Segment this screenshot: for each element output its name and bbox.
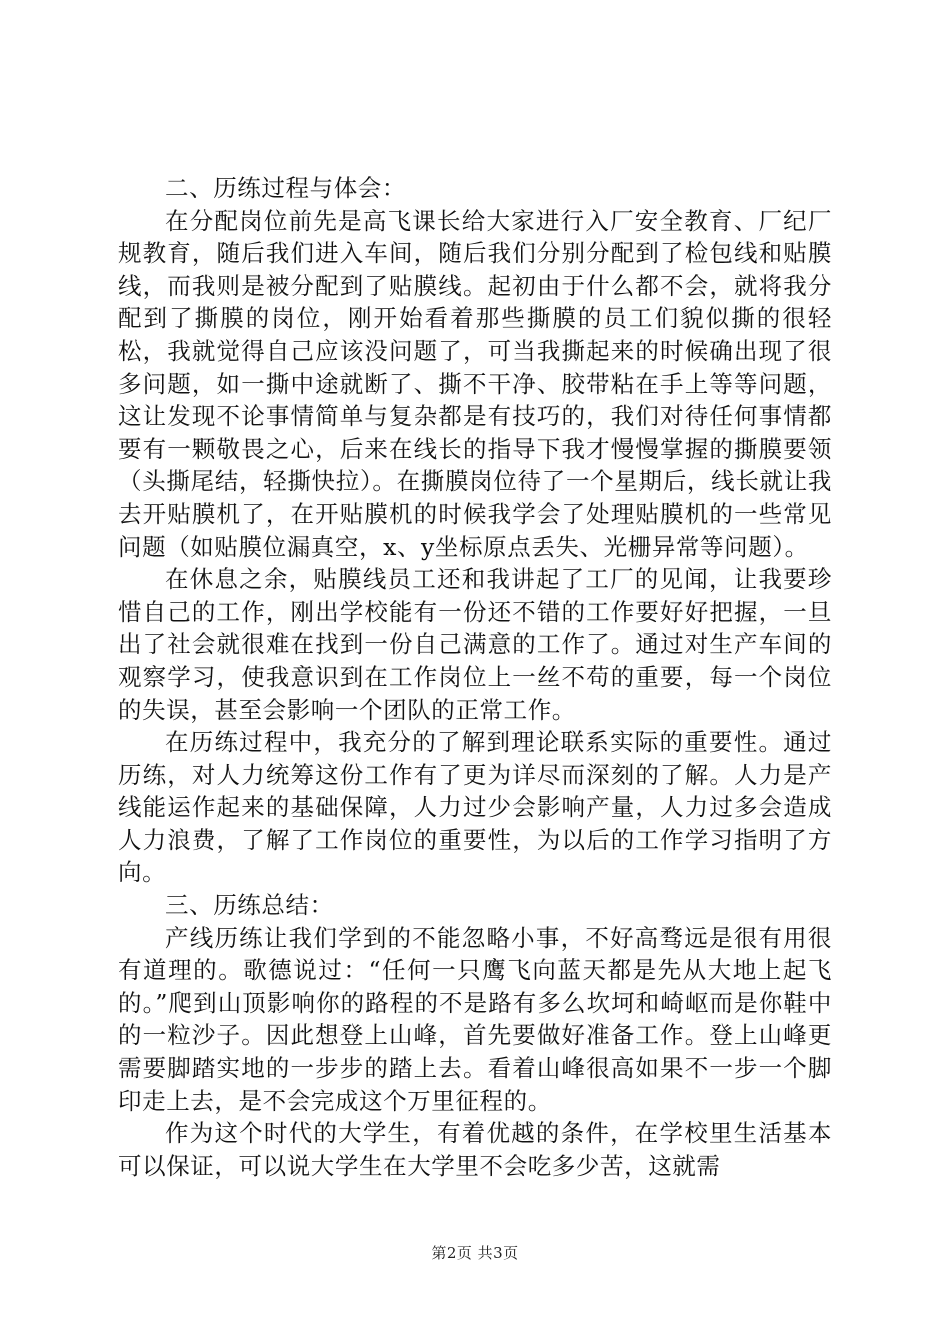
paragraph-job-assignment: 在分配岗位前先是高飞课长给大家进行入厂安全教育、厂纪厂规教育，随后我们进入车间，随后我们分别分配到了检包线和贴膜线，而我则是被分配到了贴膜线。起初由于什么都不会，就将我分配到了撕膜的岗位，刚开始看着那些撕膜的员工们貌似撕的很轻松，我就觉得自己应该没问题了，可当我撕起来的时候确出现了很多问题，如一撕中途就断了、撕不干净、胶带粘在手上等等问题，这让发现不论事情简单与复杂都是有技巧的，我们对待任何事情都要有一颗敬畏之心，后来在线长的指导下我才慢慢掌握的撕膜要领（头撕尾结，轻撕快拉）。在撕膜岗位待了一个星期后，线长就让我去开贴膜机了，在开贴膜机的时候我学会了处理贴膜机的一些常见问题（如贴膜位漏真空，x、y坐标原点丢失、光栅异常等问题）。 <box>118 206 832 561</box>
paragraph-break-time: 在休息之余，贴膜线员工还和我讲起了工厂的见闻，让我要珍惜自己的工作，刚出学校能有一份还不错的工作要好好把握，一旦出了社会就很难在找到一份自己满意的工作了。通过对生产车间的观察学习，使我意识到在工作岗位上一丝不苟的重要，每一个岗位的失误，甚至会影响一个团队的正常工作。 <box>118 565 832 724</box>
page-number-footer: 第2页 共3页 <box>431 1244 519 1262</box>
paragraph-small-things: 产线历练让我们学到的不能忽略小事，不好高骛远是很有用很有道理的。歌德说过：“任何一只鹰飞向蓝天都是先从大地上起飞的。”爬到山顶影响你的路程的不是路有多么坎坷和崎岖而是你鞋中的一粒沙子。因此想登上山峰，首先要做好准备工作。登上山峰更需要脚踏实地的一步步的踏上去。看着山峰很高如果不一步一个脚印走上去，是不会完成这个万里征程的。 <box>118 923 832 1115</box>
section-heading-process: 二、历练过程与体会： <box>165 174 406 202</box>
section-heading-summary: 三、历练总结： <box>165 891 334 920</box>
paragraph-college-students: 作为这个时代的大学生，有着优越的条件，在学校里生活基本可以保证，可以说大学生在大学里不会吃多少苦，这就需 <box>118 1119 832 1180</box>
document-body <box>118 172 832 1182</box>
paragraph-practice-theory: 在历练过程中，我充分的了解到理论联系实际的重要性。通过历练，对人力统筹这份工作有了更为详尽而深刻的了解。人力是产线能运作起来的基础保障，人力过少会影响产量，人力过多会造成人力浪费，了解了工作岗位的重要性，为以后的工作学习指明了方向。 <box>118 728 832 887</box>
